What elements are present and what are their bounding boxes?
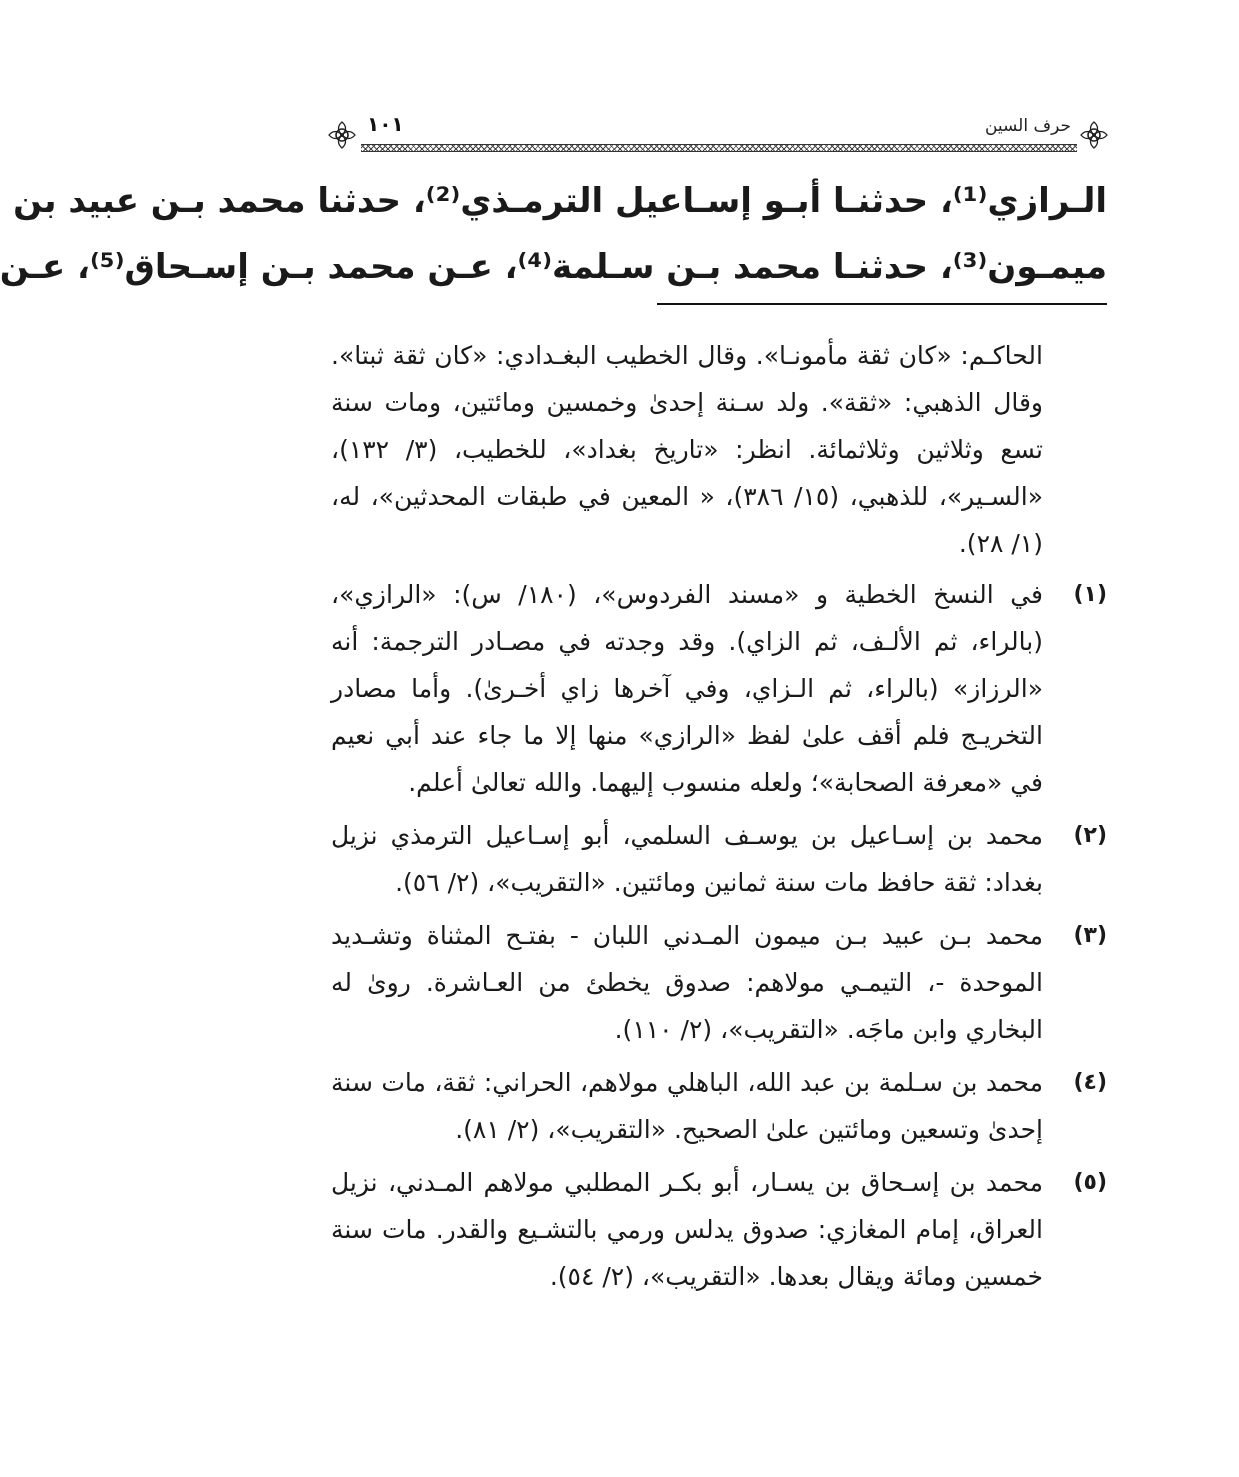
footnote-text: محمد بـن عبيد بـن ميمون المـدني اللبان - بفتـح المثناة وتشـديد الموحدة -، التيمـي مولاهم: صدوق يخطئ من العـاشرة. روىٰ له البخاري وابن ماجَه. «التقريب»، (٢/ ١١٠). <box>331 921 1043 1044</box>
page-number: ١٠١ <box>367 112 404 136</box>
footnote-marker: (٢) <box>1073 823 1107 848</box>
page-header <box>331 110 1107 156</box>
footnote-item <box>331 812 1107 906</box>
footnote-text: محمد بن إسـحاق بن يسـار، أبو بكـر المطلبي مولاهم المـدني، نزيل العراق، إمام المغازي: صدوق يدلس ورمي بالتشـيع والقدر. مات سنة خمسين ومائة ويقال بعدها. «التقريب»، (٢/ ٥٤). <box>331 1168 1043 1291</box>
footnote-continuation: الحاكـم: «كان ثقة مأمونـا». وقال الخطيب البغـدادي: «كان ثقة ثبتا». وقال الذهبي: «ثقة». ولد سـنة إحدىٰ وخمسين ومائتين، ومات سنة تسع وثلاثين وثلاثمائة. انظر: «تاريخ بغداد»، للخطيب، (٣/ ١٣٢)، «السـير»، للذهبي، (١٥/ ٣٨٦)، « المعين في طبقات المحدثين»، له، (١/ ٢٨). <box>331 341 1043 558</box>
ornament-right-icon <box>1077 118 1111 152</box>
footnote-separator <box>657 303 1107 305</box>
footnote-item <box>331 1059 1107 1153</box>
main-text <box>0 168 1107 300</box>
footnote-marker: (١) <box>1073 582 1107 607</box>
chapter-title: حرف السين <box>984 116 1071 136</box>
main-line-2: ميمـون⁽³⁾، حدثنـا محمد بـن سـلمة⁽⁴⁾، عـن محمد بـن إسـحاق⁽⁵⁾، عـن <box>0 247 1107 287</box>
header-divider <box>361 144 1077 152</box>
footnote-marker: (٣) <box>1073 923 1107 948</box>
footnote-item <box>331 571 1107 806</box>
footnote-text: في النسخ الخطية و «مسند الفردوس»، (١٨٠/ س): «الرازي»، (بالراء، ثم الألـف، ثم الزاي). وقد وجدته في مصـادر الترجمة: أنه «الرزاز» (بالراء، ثم الـزاي، وفي آخرها زاي أخـرىٰ). وأما مصادر التخريـج فلم أقف علىٰ لفظ «الرازي» منها إلا ما جاء عند أبي نعيم في «معرفة الصحابة»؛ ولعله منسوب إليهما. والله تعالىٰ أعلم. <box>331 580 1043 797</box>
footnote-text: محمد بن إسـاعيل بن يوسـف السلمي، أبو إسـاعيل الترمذي نزيل بغداد: ثقة حافظ مات سنة ثمانين ومائتين. «التقريب»، (٢/ ٥٦). <box>331 821 1043 897</box>
footnote-item <box>331 1159 1107 1300</box>
footnote-marker: (٥) <box>1073 1170 1107 1195</box>
footnote-item <box>331 912 1107 1053</box>
footnotes <box>331 332 1107 1306</box>
footnote-marker: (٤) <box>1073 1070 1107 1095</box>
ornament-left-icon <box>325 118 359 152</box>
footnote-text: محمد بن سـلمة بن عبد الله، الباهلي مولاهم، الحراني: ثقة، مات سنة إحدىٰ وتسعين ومائتين علىٰ الصحيح. «التقريب»، (٢/ ٨١). <box>331 1068 1043 1144</box>
main-line-1: الـرازي⁽¹⁾، حدثنـا أبـو إسـاعيل الترمـذي⁽²⁾، حدثنا محمد بـن عبيد بن <box>13 181 1107 221</box>
